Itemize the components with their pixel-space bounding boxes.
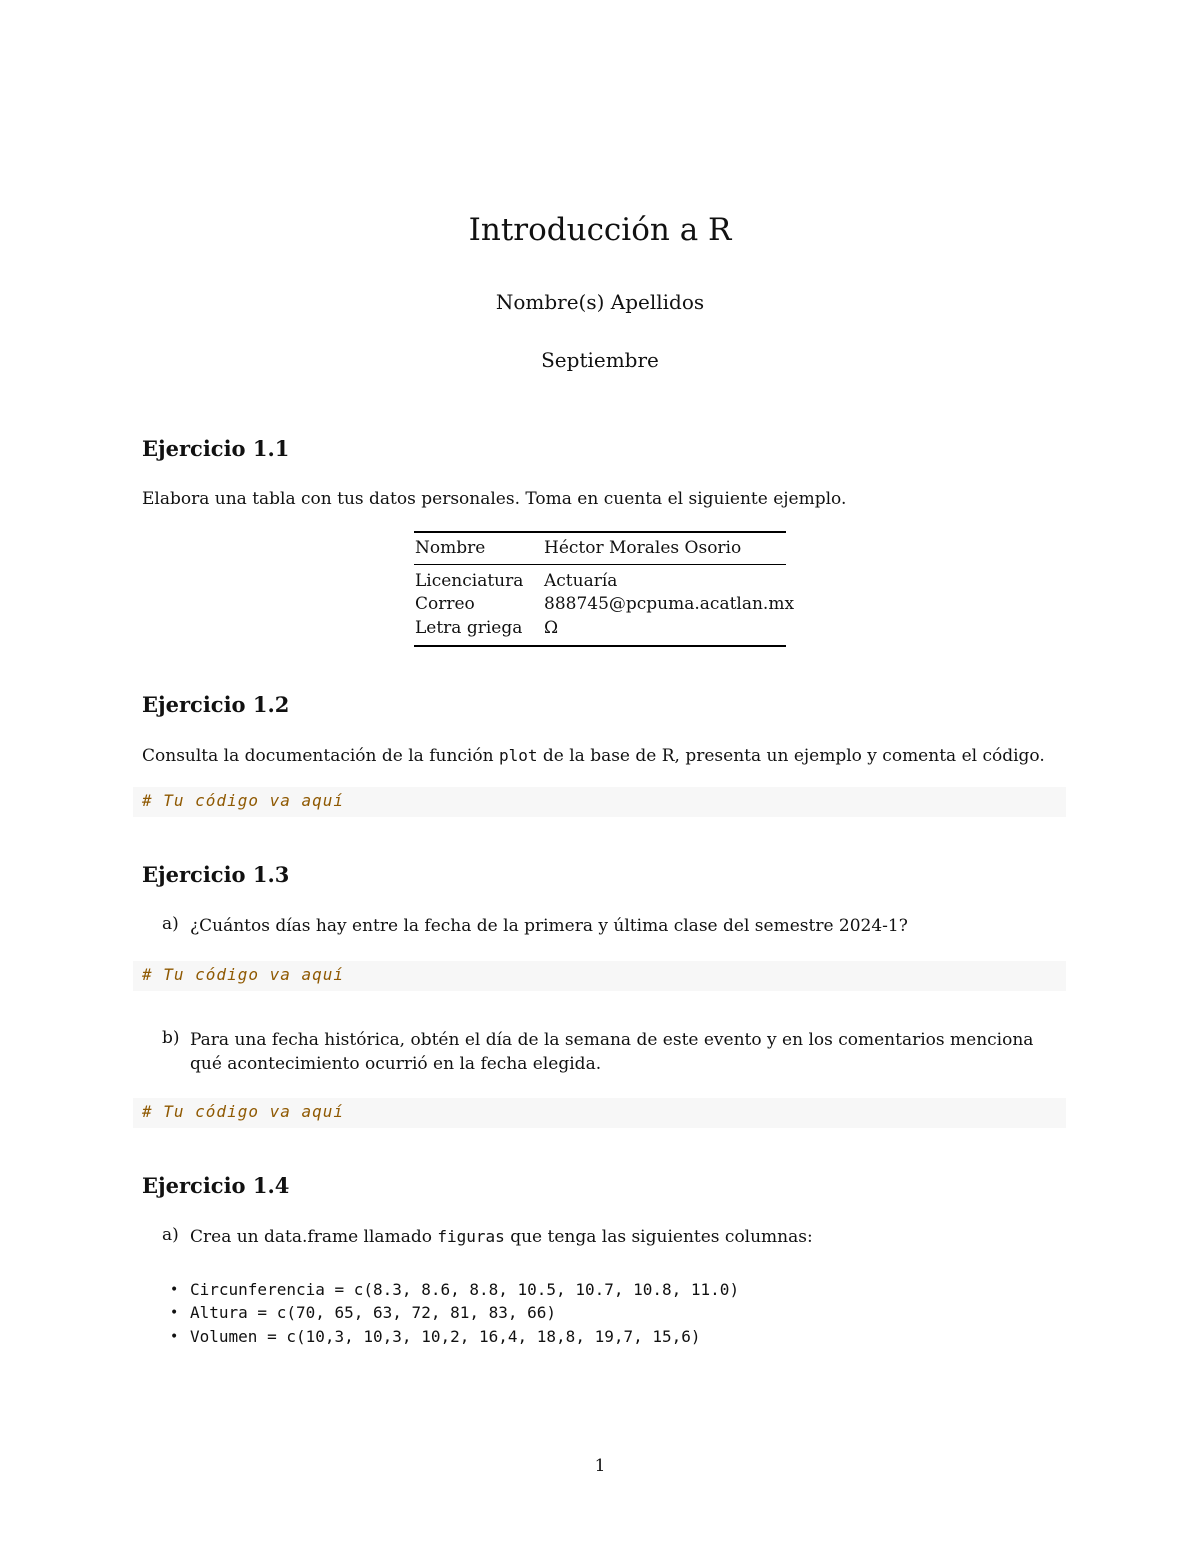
table-cell: Ω [544, 618, 559, 638]
code-comment: # Tu código va aquí [142, 1102, 345, 1121]
section-heading-1-3: Ejercicio 1.3 [142, 862, 290, 887]
text-run: Crea un data.frame llamado [190, 1227, 438, 1247]
code-comment: # Tu código va aquí [142, 791, 345, 810]
item-label-b: b) [162, 1028, 180, 1048]
bullet-icon: • [170, 1329, 179, 1345]
text-run: Consulta la documentación de la función [142, 746, 499, 766]
text-run: de la base de R, presenta un ejemplo y comenta el código. [537, 746, 1045, 766]
list-item: Altura = c(70, 65, 63, 72, 81, 83, 66) [190, 1303, 557, 1322]
table-cell: Licenciatura [415, 571, 524, 591]
table-cell: Correo [415, 594, 475, 614]
table-mid-rule [414, 564, 786, 565]
page-number: 1 [594, 1456, 606, 1476]
table-header-cell: Héctor Morales Osorio [544, 538, 742, 558]
table-cell: 888745@pcpuma.acatlan.mx [544, 594, 795, 614]
code-block[interactable] [133, 961, 1066, 991]
exercise-1-4-item-a [190, 1225, 1070, 1249]
section-heading-1-1: Ejercicio 1.1 [142, 436, 290, 461]
text-run: que tenga las siguientes columnas: [504, 1227, 813, 1247]
inline-code: figuras [437, 1227, 505, 1246]
code-comment: # Tu código va aquí [142, 965, 345, 984]
list-item: Volumen = c(10,3, 10,3, 10,2, 16,4, 18,8, 19,7, 15,6) [190, 1327, 701, 1346]
item-label-a: a) [162, 914, 179, 934]
table-bottom-rule [414, 645, 786, 647]
document-author: Nombre(s) Apellidos [495, 290, 705, 314]
list-item: Circunferencia = c(8.3, 8.6, 8.8, 10.5, 10.7, 10.8, 11.0) [190, 1280, 740, 1299]
table-header-cell: Nombre [415, 538, 486, 558]
exercise-1-1-text: Elabora una tabla con tus datos personales. Toma en cuenta el siguiente ejemplo. [142, 489, 847, 509]
exercise-1-3-item-b: Para una fecha histórica, obtén el día de la semana de este evento y en los comentarios menciona qué acontecimiento ocurrió en la fecha elegida. [190, 1030, 1034, 1074]
document-date: Septiembre [541, 348, 659, 372]
inline-code: plot [498, 746, 538, 765]
table-cell: Actuaría [544, 571, 618, 591]
section-heading-1-4: Ejercicio 1.4 [142, 1173, 290, 1198]
table-cell: Letra griega [415, 618, 523, 638]
code-block[interactable] [133, 1098, 1066, 1128]
table-top-rule [414, 531, 786, 533]
bullet-icon: • [170, 1282, 179, 1298]
bullet-icon: • [170, 1305, 179, 1321]
document-title: Introducción a R [468, 212, 732, 248]
code-block[interactable] [133, 787, 1066, 817]
exercise-1-3-item-a: ¿Cuántos días hay entre la fecha de la primera y última clase del semestre 2024-1? [190, 916, 908, 936]
item-label-a: a) [162, 1225, 179, 1245]
exercise-1-2-text [142, 744, 1062, 768]
section-heading-1-2: Ejercicio 1.2 [142, 692, 290, 717]
